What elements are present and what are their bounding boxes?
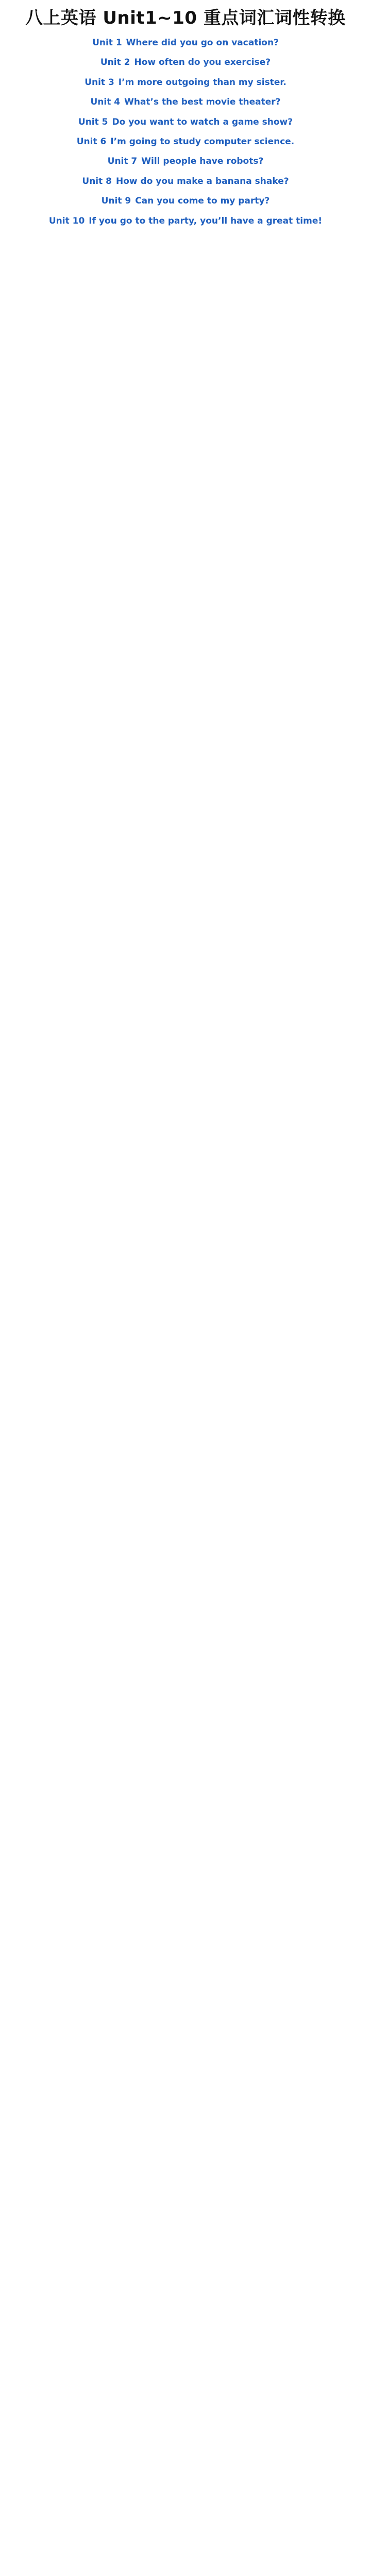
- unit-section: [7, 77, 364, 88]
- unit-heading: [7, 117, 364, 127]
- unit-title: If you go to the party, you’ll have a great time!: [89, 215, 323, 226]
- unit-number: Unit 4: [90, 97, 121, 108]
- unit-number: Unit 8: [82, 176, 112, 187]
- unit-section: [7, 176, 364, 187]
- units-container: [7, 38, 364, 226]
- unit-title: Can you come to my party?: [135, 196, 270, 207]
- unit-number: Unit 5: [78, 116, 108, 127]
- unit-section: [7, 156, 364, 166]
- unit-heading: [7, 137, 364, 147]
- unit-title: How do you make a banana shake?: [116, 176, 289, 187]
- unit-number: Unit 3: [85, 77, 114, 88]
- unit-heading: [7, 196, 364, 206]
- unit-number: Unit 7: [107, 156, 138, 167]
- unit-heading: [7, 156, 364, 166]
- unit-heading: [7, 38, 364, 48]
- unit-number: Unit 6: [76, 137, 107, 147]
- unit-number: Unit 9: [101, 196, 131, 207]
- document-title: 八上英语 Unit1~10 重点词汇词性转换: [25, 8, 346, 28]
- unit-number: Unit 10: [48, 215, 85, 226]
- unit-title: What’s the best movie theater?: [124, 97, 281, 108]
- unit-number: Unit 2: [100, 57, 130, 68]
- unit-heading: [7, 97, 364, 107]
- unit-number: Unit 1: [92, 38, 122, 48]
- unit-title: How often do you exercise?: [134, 57, 271, 68]
- unit-title: I’m more outgoing than my sister.: [118, 77, 286, 88]
- unit-heading: [7, 57, 364, 67]
- unit-title: Where did you go on vacation?: [126, 38, 279, 48]
- unit-section: [7, 137, 364, 147]
- unit-heading: [7, 216, 364, 226]
- unit-section: [7, 196, 364, 206]
- unit-section: [7, 38, 364, 48]
- unit-section: [7, 216, 364, 226]
- unit-section: [7, 57, 364, 67]
- unit-heading: [7, 176, 364, 187]
- unit-section: [7, 97, 364, 107]
- unit-title: I’m going to study computer science.: [110, 137, 295, 147]
- unit-section: [7, 117, 364, 127]
- unit-heading: [7, 77, 364, 88]
- unit-title: Do you want to watch a game show?: [112, 116, 293, 127]
- unit-title: Will people have robots?: [141, 156, 264, 167]
